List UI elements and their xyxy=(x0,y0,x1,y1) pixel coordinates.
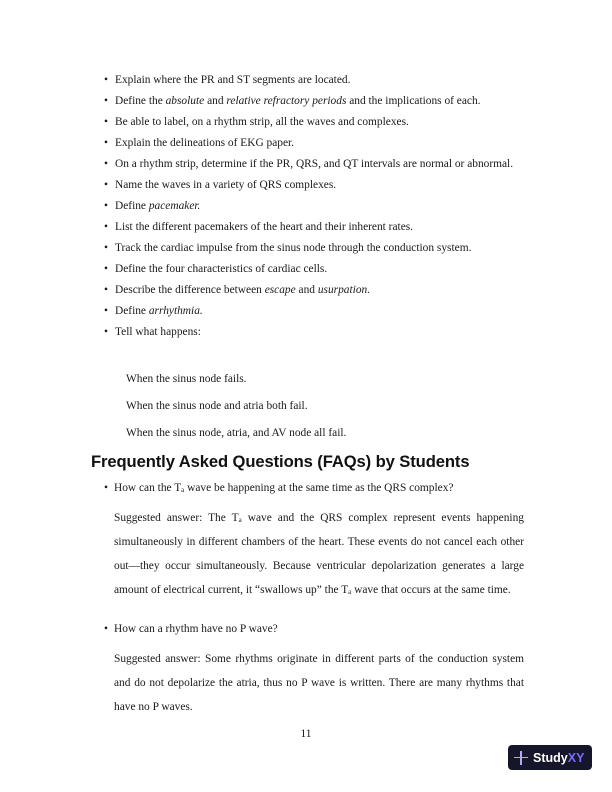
italic-term: pacemaker. xyxy=(148,200,201,212)
text-run: Be able to label, on a rhythm strip, all the waves and complexes. xyxy=(115,116,409,128)
faq-question-text xyxy=(114,482,453,494)
objective-text xyxy=(115,305,203,317)
italic-term: arrhythmia. xyxy=(148,305,203,317)
objective-text xyxy=(115,200,200,212)
objective-text xyxy=(115,284,370,296)
sub-item: When the sinus node fails. xyxy=(126,373,247,385)
faq-question-text xyxy=(114,623,278,635)
objective-item xyxy=(100,175,524,196)
learning-objectives-list xyxy=(100,70,524,343)
text-run: Define the xyxy=(115,95,166,107)
faq-question xyxy=(100,619,524,640)
italic-term: usurpation. xyxy=(317,284,371,296)
text-run: wave that occurs at the same time. xyxy=(351,584,511,596)
bullet-icon: • xyxy=(104,263,108,275)
text-run: wave be happening at the same time as the QRS complex? xyxy=(184,482,454,494)
objective-item xyxy=(100,70,524,91)
objective-text xyxy=(115,158,513,170)
text-run: Explain the delineations of EKG paper. xyxy=(115,137,295,149)
bullet-icon: • xyxy=(104,137,108,149)
text-run: How can the T xyxy=(114,482,182,494)
brand-main: Study xyxy=(533,750,568,765)
objective-item xyxy=(100,112,524,133)
bullet-icon: • xyxy=(104,200,108,212)
bullet-icon: • xyxy=(104,116,108,128)
objective-text xyxy=(115,179,336,191)
text-run: On a rhythm strip, determine if the PR, QRS, and QT intervals are normal or abnormal. xyxy=(115,158,514,170)
subscript: a xyxy=(238,516,242,524)
page-number: 11 xyxy=(300,728,312,740)
text-run: Describe the difference between xyxy=(115,284,265,296)
bullet-icon: • xyxy=(104,74,108,86)
objective-item xyxy=(100,154,524,175)
text-run: Track the cardiac impulse from the sinus node through the conduction system. xyxy=(115,242,472,254)
text-run: List the different pacemakers of the heart and their inherent rates. xyxy=(115,221,414,233)
objective-text xyxy=(115,242,471,254)
objective-text xyxy=(115,74,350,86)
objective-item xyxy=(100,301,524,322)
bullet-icon: • xyxy=(104,623,108,635)
bullet-icon: • xyxy=(104,158,108,170)
text-run: Define the four characteristics of cardiac cells. xyxy=(115,263,328,275)
faq-heading: Frequently Asked Questions (FAQs) by Students xyxy=(91,452,470,471)
bullet-icon: • xyxy=(104,95,108,107)
sub-item: When the sinus node and atria both fail. xyxy=(126,400,308,412)
bullet-icon: • xyxy=(104,242,108,254)
bullet-icon: • xyxy=(104,305,108,317)
plus-icon xyxy=(514,751,528,765)
subscript: a xyxy=(181,486,185,494)
text-run: Tell what happens: xyxy=(115,326,201,338)
text-run: wave and the QRS complex represent events happening simultaneously in different chambers of the heart. These events do not cancel each other out—they occur simultaneously. Because ventricular depolarization generates a large amount of electrical current, it “swallows up” the T xyxy=(114,512,524,596)
studyxy-badge[interactable] xyxy=(508,745,592,770)
faq-answer xyxy=(100,506,524,602)
text-run: and xyxy=(295,284,318,296)
text-run: How can a rhythm have no P wave? xyxy=(114,623,278,635)
brand-accent: XY xyxy=(567,750,585,765)
sub-item: When the sinus node, atria, and AV node all fail. xyxy=(126,427,347,439)
objective-text xyxy=(115,263,327,275)
tell-what-happens-sublist xyxy=(126,366,346,447)
text-run: Define xyxy=(115,305,149,317)
faq-answer xyxy=(100,647,524,719)
bullet-icon: • xyxy=(104,179,108,191)
objective-item xyxy=(100,322,524,343)
bullet-icon: • xyxy=(104,482,108,494)
objective-item xyxy=(100,259,524,280)
italic-term: relative refractory periods xyxy=(226,95,347,107)
text-run: Suggested answer: The T xyxy=(114,512,239,524)
italic-term: escape xyxy=(264,284,296,296)
subscript: a xyxy=(348,588,352,596)
faq-item xyxy=(100,478,524,602)
faq-item xyxy=(100,619,524,719)
objective-text xyxy=(115,116,409,128)
italic-term: absolute xyxy=(165,95,205,107)
faq-question xyxy=(100,478,524,499)
bullet-icon: • xyxy=(104,221,108,233)
objective-item xyxy=(100,133,524,154)
text-run: Define xyxy=(115,200,149,212)
objective-text xyxy=(115,221,413,233)
objective-item xyxy=(100,91,524,112)
objective-item xyxy=(100,280,524,301)
text-run: Explain where the PR and ST segments are located. xyxy=(115,74,351,86)
text-run: and the implications of each. xyxy=(346,95,481,107)
text-run: and xyxy=(204,95,227,107)
objective-item xyxy=(100,238,524,259)
objective-text xyxy=(115,326,201,338)
objective-item xyxy=(100,196,524,217)
objective-text xyxy=(115,137,294,149)
objective-item xyxy=(100,217,524,238)
text-run: Name the waves in a variety of QRS complexes. xyxy=(115,179,337,191)
objective-text xyxy=(115,95,481,107)
text-run: Suggested answer: Some rhythms originate in different parts of the conduction system and do not depolarize the atria, thus no P wave is written. There are many rhythms that have no P waves. xyxy=(114,653,524,713)
bullet-icon: • xyxy=(104,326,108,338)
bullet-icon: • xyxy=(104,284,108,296)
